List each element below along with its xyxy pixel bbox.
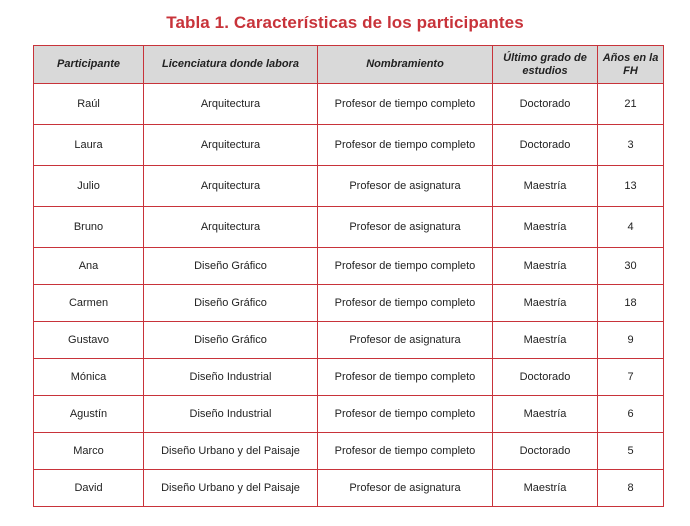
cell-nombramiento: Profesor de tiempo completo bbox=[318, 84, 493, 125]
cell-grado: Doctorado bbox=[493, 84, 598, 125]
cell-grado: Doctorado bbox=[493, 359, 598, 396]
cell-nombramiento: Profesor de asignatura bbox=[318, 470, 493, 507]
table-row bbox=[34, 433, 664, 470]
cell-anos: 5 bbox=[598, 433, 664, 470]
table-title: Tabla 1. Características de los participantes bbox=[166, 13, 524, 32]
cell-participante: Mónica bbox=[34, 359, 144, 396]
cell-nombramiento: Profesor de tiempo completo bbox=[318, 433, 493, 470]
cell-anos: 18 bbox=[598, 285, 664, 322]
cell-licenciatura: Diseño Gráfico bbox=[144, 285, 318, 322]
cell-participante: Julio bbox=[34, 166, 144, 207]
table-row bbox=[34, 322, 664, 359]
cell-nombramiento: Profesor de asignatura bbox=[318, 322, 493, 359]
cell-participante: Carmen bbox=[34, 285, 144, 322]
cell-grado: Doctorado bbox=[493, 125, 598, 166]
cell-participante: Bruno bbox=[34, 207, 144, 248]
table-row bbox=[34, 84, 664, 125]
cell-grado: Doctorado bbox=[493, 433, 598, 470]
cell-nombramiento: Profesor de tiempo completo bbox=[318, 359, 493, 396]
cell-participante: Agustín bbox=[34, 396, 144, 433]
cell-nombramiento: Profesor de asignatura bbox=[318, 207, 493, 248]
cell-participante: Gustavo bbox=[34, 322, 144, 359]
table-row bbox=[34, 248, 664, 285]
cell-licenciatura: Arquitectura bbox=[144, 166, 318, 207]
column-header-licenciatura: Licenciatura donde labora bbox=[144, 46, 318, 84]
column-header-anos: Años en la FH bbox=[598, 46, 664, 84]
column-header-nombramiento: Nombramiento bbox=[318, 46, 493, 84]
cell-grado: Maestría bbox=[493, 207, 598, 248]
cell-licenciatura: Diseño Urbano y del Paisaje bbox=[144, 433, 318, 470]
cell-nombramiento: Profesor de tiempo completo bbox=[318, 285, 493, 322]
cell-licenciatura: Arquitectura bbox=[144, 125, 318, 166]
table-row bbox=[34, 166, 664, 207]
table-row bbox=[34, 207, 664, 248]
cell-participante: Ana bbox=[34, 248, 144, 285]
cell-anos: 7 bbox=[598, 359, 664, 396]
table-row bbox=[34, 470, 664, 507]
table-row bbox=[34, 396, 664, 433]
cell-anos: 21 bbox=[598, 84, 664, 125]
cell-participante: Laura bbox=[34, 125, 144, 166]
column-header-grado: Último grado de estudios bbox=[493, 46, 598, 84]
cell-grado: Maestría bbox=[493, 166, 598, 207]
cell-anos: 13 bbox=[598, 166, 664, 207]
table-body bbox=[34, 84, 664, 507]
cell-grado: Maestría bbox=[493, 322, 598, 359]
cell-nombramiento: Profesor de tiempo completo bbox=[318, 125, 493, 166]
cell-licenciatura: Diseño Urbano y del Paisaje bbox=[144, 470, 318, 507]
cell-grado: Maestría bbox=[493, 248, 598, 285]
cell-anos: 8 bbox=[598, 470, 664, 507]
cell-anos: 6 bbox=[598, 396, 664, 433]
cell-nombramiento: Profesor de tiempo completo bbox=[318, 396, 493, 433]
cell-anos: 3 bbox=[598, 125, 664, 166]
cell-licenciatura: Diseño Gráfico bbox=[144, 322, 318, 359]
cell-grado: Maestría bbox=[493, 396, 598, 433]
cell-participante: Marco bbox=[34, 433, 144, 470]
participants-table bbox=[33, 45, 664, 507]
cell-anos: 9 bbox=[598, 322, 664, 359]
table-row bbox=[34, 359, 664, 396]
cell-licenciatura: Diseño Industrial bbox=[144, 359, 318, 396]
cell-participante: Raúl bbox=[34, 84, 144, 125]
cell-participante: David bbox=[34, 470, 144, 507]
cell-anos: 30 bbox=[598, 248, 664, 285]
column-header-participante: Participante bbox=[34, 46, 144, 84]
cell-licenciatura: Diseño Industrial bbox=[144, 396, 318, 433]
cell-grado: Maestría bbox=[493, 470, 598, 507]
cell-licenciatura: Diseño Gráfico bbox=[144, 248, 318, 285]
table-row bbox=[34, 125, 664, 166]
cell-nombramiento: Profesor de asignatura bbox=[318, 166, 493, 207]
table-row bbox=[34, 285, 664, 322]
cell-licenciatura: Arquitectura bbox=[144, 207, 318, 248]
cell-nombramiento: Profesor de tiempo completo bbox=[318, 248, 493, 285]
table-header-row bbox=[34, 46, 664, 84]
cell-licenciatura: Arquitectura bbox=[144, 84, 318, 125]
cell-anos: 4 bbox=[598, 207, 664, 248]
cell-grado: Maestría bbox=[493, 285, 598, 322]
